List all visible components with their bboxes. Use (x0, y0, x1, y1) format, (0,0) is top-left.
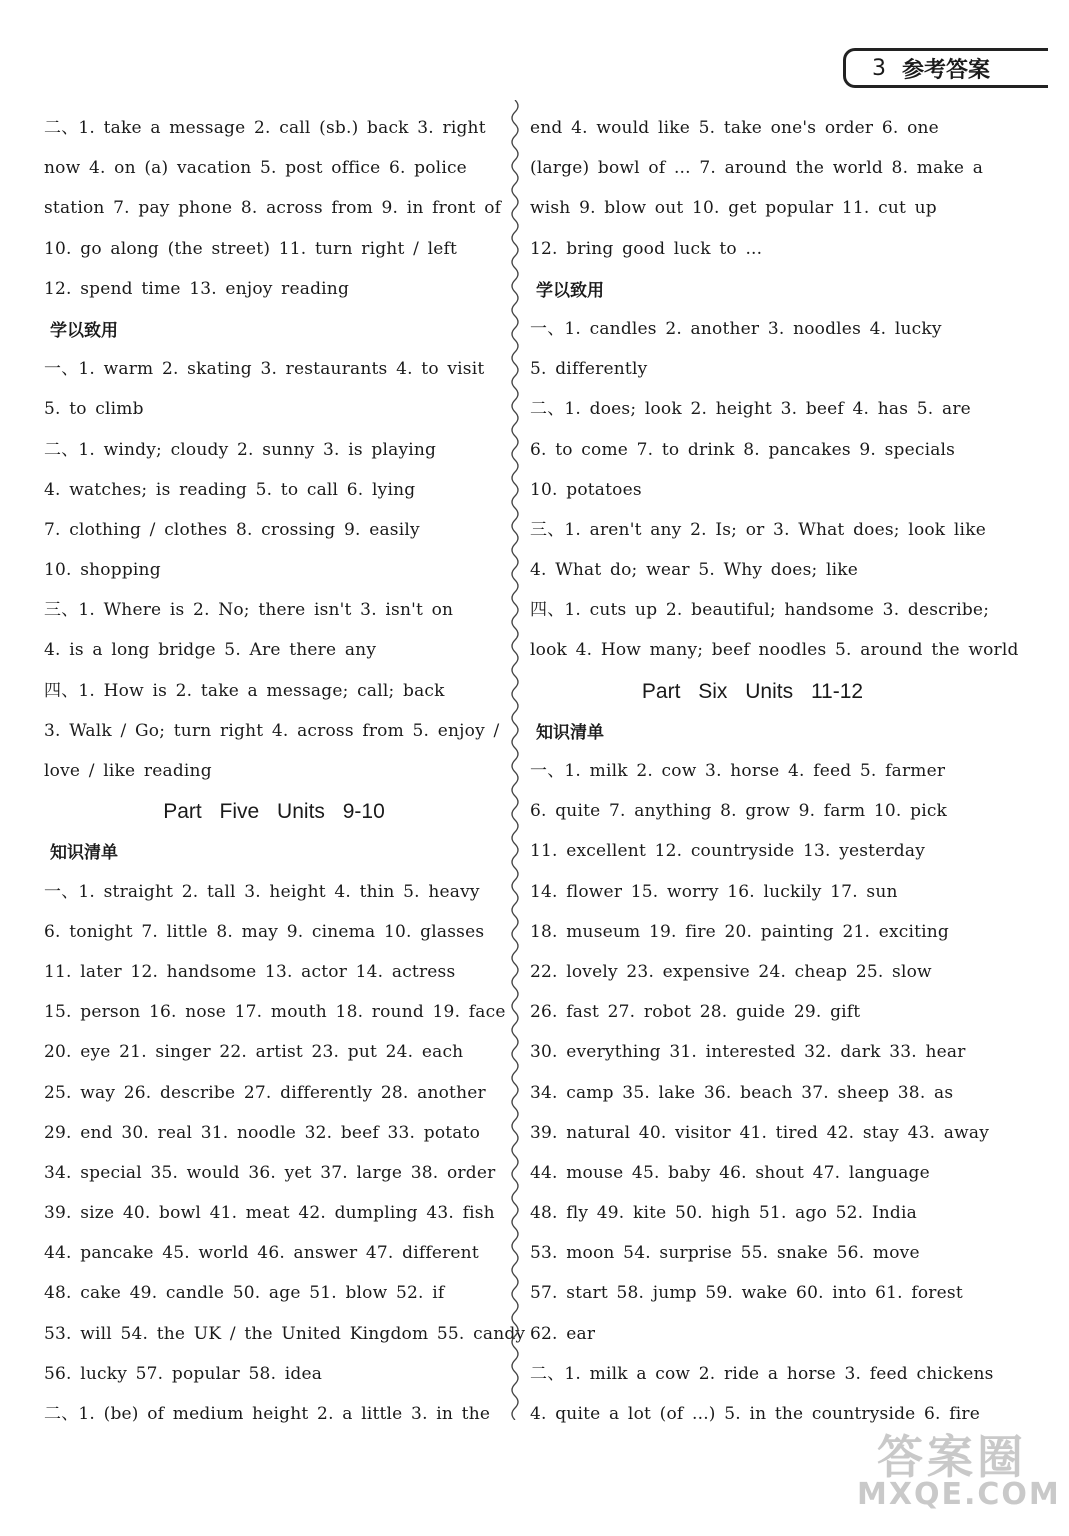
answer-line: 6. to come 7. to drink 8. pancakes 9. specials (530, 439, 956, 460)
answer-line: love / like reading (44, 761, 212, 781)
answer-line: 一、1. warm 2. skating 3. restaurants 4. to visit (44, 359, 485, 380)
answer-line: 25. way 26. describe 27. differently 28. another (44, 1082, 486, 1103)
section-heading: 学以致用 (50, 320, 118, 341)
answer-line: 一、1. straight 2. tall 3. height 4. thin 5. heavy (44, 881, 480, 902)
answer-line: 三、1. aren't any 2. Is; or 3. What does; look like (530, 519, 986, 540)
answer-line: 12. bring good luck to ... (530, 238, 763, 259)
answer-line: 4. is a long bridge 5. Are there any (44, 640, 377, 661)
answer-line: 62. ear (530, 1323, 596, 1344)
answer-line: 29. end 30. real 31. noodle 32. beef 33. potato (44, 1122, 481, 1143)
answer-line: 39. natural 40. visitor 41. tired 42. stay 43. away (530, 1122, 990, 1143)
answer-line: 5. to climb (44, 399, 144, 420)
answer-line: 4. quite a lot (of ...) 5. in the countryside 6. fire (530, 1404, 980, 1424)
answer-line: 15. person 16. nose 17. mouth 18. round 19. face (44, 1002, 506, 1023)
answer-line: 二、1. milk a cow 2. ride a horse 3. feed chickens (530, 1363, 994, 1384)
answer-line: 一、1. milk 2. cow 3. horse 4. feed 5. farmer (530, 761, 946, 781)
answer-line: 10. potatoes (530, 479, 642, 500)
answer-line: 3. Walk / Go; turn right 4. across from 5. enjoy / (44, 720, 500, 741)
page-number: 3 (872, 55, 886, 81)
answer-line: 56. lucky 57. popular 58. idea (44, 1363, 323, 1384)
answer-line: 34. special 35. would 36. yet 37. large 38. order (44, 1162, 496, 1183)
answer-line: 20. eye 21. singer 22. artist 23. put 24. each (44, 1042, 464, 1063)
right-column (530, 108, 1019, 1434)
part-heading: Part Five Units 9-10 (163, 800, 385, 824)
answer-line: 一、1. candles 2. another 3. noodles 4. lucky (530, 318, 942, 339)
answer-line: 二、1. windy; cloudy 2. sunny 3. is playing (44, 439, 437, 460)
answer-line: 4. watches; is reading 5. to call 6. lying (44, 479, 416, 500)
wavy-column-divider (507, 100, 523, 1420)
header-title: 参考答案 (902, 57, 991, 83)
answer-line: 22. lovely 23. expensive 24. cheap 25. slow (530, 961, 932, 982)
answer-line: 四、1. cuts up 2. beautiful; handsome 3. describe; (530, 600, 990, 621)
answer-line: 48. cake 49. candle 50. age 51. blow 52. if (44, 1283, 445, 1304)
answer-line: 39. size 40. bowl 41. meat 42. dumpling 43. fish (44, 1203, 495, 1224)
answer-line: station 7. pay phone 8. across from 9. in front of (44, 198, 502, 219)
answer-line: 5. differently (530, 359, 648, 380)
answer-line: wish 9. blow out 10. get popular 11. cut up (530, 198, 937, 219)
answer-line: 6. tonight 7. little 8. may 9. cinema 10. glasses (44, 921, 485, 942)
part-heading: Part Six Units 11-12 (641, 679, 864, 703)
answer-line: 二、1. does; look 2. height 3. beef 4. has 5. are (530, 399, 971, 420)
answer-line: now 4. on (a) vacation 5. post office 6. police (44, 158, 467, 179)
answer-line: 44. mouse 45. baby 46. shout 47. language (530, 1162, 930, 1183)
section-heading: 学以致用 (536, 280, 604, 301)
answer-line: 二、1. (be) of medium height 2. a little 3. in the (44, 1404, 491, 1424)
answer-line: (large) bowl of ... 7. around the world 8. make a (530, 158, 984, 179)
answer-line: 57. start 58. jump 59. wake 60. into 61. forest (530, 1283, 963, 1304)
answer-line: look 4. How many; beef noodles 5. around the world (530, 640, 1019, 661)
answer-line: 34. camp 35. lake 36. beach 37. sheep 38. as (530, 1082, 954, 1103)
answer-line: 53. moon 54. surprise 55. snake 56. move (530, 1243, 920, 1264)
answer-line: 二、1. take a message 2. call (sb.) back 3. right (44, 118, 486, 138)
answer-line: 14. flower 15. worry 16. luckily 17. sun (530, 881, 898, 902)
answer-line: 4. What do; wear 5. Why does; like (530, 560, 859, 581)
answer-line: 7. clothing / clothes 8. crossing 9. easily (44, 519, 420, 540)
answer-line: 11. excellent 12. countryside 13. yesterday (530, 841, 926, 862)
answer-line: 11. later 12. handsome 13. actor 14. actress (44, 961, 456, 982)
answer-line: 10. go along (the street) 11. turn right / left (44, 238, 458, 259)
answer-line: 18. museum 19. fire 20. painting 21. exciting (530, 921, 950, 942)
left-column (44, 108, 526, 1434)
answer-line: 10. shopping (44, 560, 161, 581)
answer-line: 6. quite 7. anything 8. grow 9. farm 10. pick (530, 801, 948, 822)
answer-line: 53. will 54. the UK / the United Kingdom 55. candy (44, 1323, 526, 1344)
watermark-logo: 答案圈 MXQE.COM (857, 1430, 1061, 1512)
answer-line: end 4. would like 5. take one's order 6. one (530, 118, 939, 138)
answer-line: 12. spend time 13. enjoy reading (44, 278, 350, 299)
answer-line: 44. pancake 45. world 46. answer 47. different (44, 1243, 479, 1264)
answer-line: 四、1. How is 2. take a message; call; back (44, 680, 445, 701)
answer-line: 三、1. Where is 2. No; there isn't 3. isn't on (44, 600, 454, 621)
answer-line: 26. fast 27. robot 28. guide 29. gift (530, 1002, 861, 1023)
answer-line: 48. fly 49. kite 50. high 51. ago 52. India (530, 1203, 917, 1224)
section-heading: 知识清单 (50, 843, 118, 864)
page-header (843, 48, 1048, 88)
answer-line: 30. everything 31. interested 32. dark 33. hear (530, 1042, 966, 1063)
section-heading: 知识清单 (536, 722, 604, 743)
